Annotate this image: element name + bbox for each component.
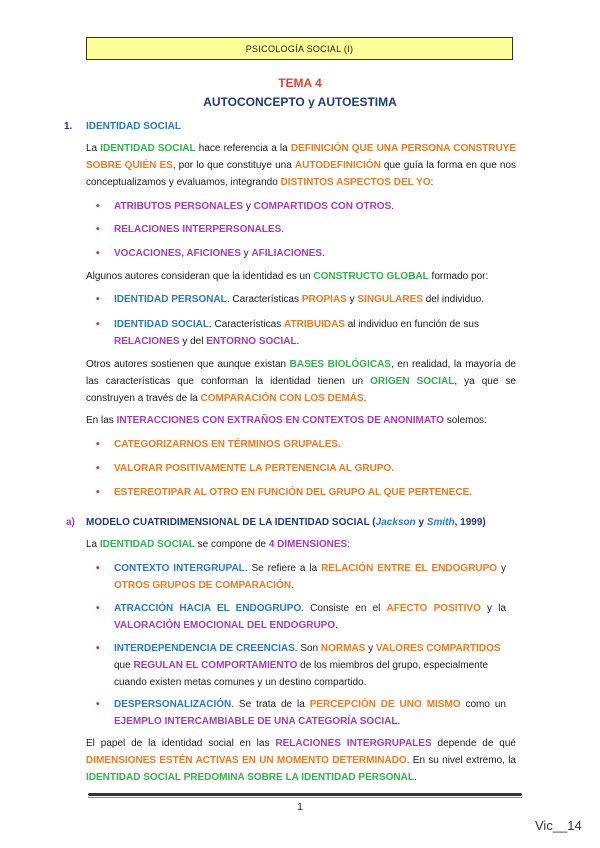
tema-label: TEMA 4 xyxy=(278,76,322,90)
bullet-icon: • xyxy=(96,463,100,474)
bullet-icon: • xyxy=(96,201,100,212)
paragraph-interactions: En las INTERACCIONES CON EXTRAÑOS EN CONTEXTOS DE ANONIMATO solemos: xyxy=(86,415,487,426)
page-title: AUTOCONCEPTO y AUTOESTIMA xyxy=(203,95,397,109)
watermark: Vic__14 xyxy=(535,818,582,833)
section-a-heading: MODELO CUATRIDIMENSIONAL DE LA IDENTIDAD SOCIAL (Jackson y Smith, 1999) xyxy=(86,517,486,528)
page-number: 1 xyxy=(297,802,303,813)
bullet-icon: • xyxy=(96,248,100,259)
list-item: ATRACCIÓN HACIA EL ENDOGRUPO. Consiste en el AFECTO POSITIVO y la VALORACIÓN EMOCIONAL DEL ENDOGRUPO. xyxy=(114,603,507,631)
list-item: ESTEREOTIPAR AL OTRO EN FUNCIÓN DEL GRUPO AL QUE PERTENECE. xyxy=(114,487,472,498)
paragraph-intergroup-relations: El papel de la identidad social en las RELACIONES INTERGRUPALES depende de qué DIMENSIONES ESTÉN ACTIVAS EN UN MOMENTO DETERMINADO. En su nivel extremo, la IDENTIDAD SOCIAL PREDOMINA SOBRE LA IDENTIDAD PERSONAL. xyxy=(86,738,516,783)
list-item: INTERDEPENDENCIA DE CREENCIAS. Son NORMAS y VALORES COMPARTIDOS que REGULAN EL COMPORTAMIENTO de los miembros del grupo, especialmente cuando existen metas comunes y un destino compartido. xyxy=(114,643,501,688)
bullet-icon: • xyxy=(96,643,100,654)
footer-divider xyxy=(88,793,522,796)
paragraph-four-dimensions: La IDENTIDAD SOCIAL se compone de 4 DIMENSIONES: xyxy=(86,539,350,550)
section-1-heading: IDENTIDAD SOCIAL xyxy=(86,121,181,132)
list-item: IDENTIDAD SOCIAL. Características ATRIBUIDAS al individuo en función de sus RELACIONES y del ENTORNO SOCIAL. xyxy=(114,319,479,347)
paragraph-global-construct: Algunos autores consideran que la identidad es un CONSTRUCTO GLOBAL formado por: xyxy=(86,271,489,282)
paragraph-social-origin: Otros autores sostienen que aunque existan BASES BIOLÓGICAS, en realidad, la mayoría de las características que conforman la identidad tienen un ORIGEN SOCIAL, ya que se construyen a través de la COMPARACIÓN CON LOS DEMÁS. xyxy=(86,359,516,404)
bullet-icon: • xyxy=(96,319,100,330)
list-item: ATRIBUTOS PERSONALES y COMPARTIDOS CON OTROS. xyxy=(114,201,395,212)
section-a-letter: a) xyxy=(66,517,75,528)
bullet-icon: • xyxy=(96,699,100,710)
list-item: CATEGORIZARNOS EN TÉRMINOS GRUPALES. xyxy=(114,439,341,450)
footer-divider-shadow xyxy=(88,797,522,798)
header-text: PSICOLOGÍA SOCIAL (I) xyxy=(245,43,354,54)
bullet-icon: • xyxy=(96,224,100,235)
bullet-icon: • xyxy=(96,603,100,614)
list-item: CONTEXTO INTERGRUPAL. Se refiere a la RELACIÓN ENTRE EL ENDOGRUPO y OTROS GRUPOS DE COMPARACIÓN. xyxy=(114,563,507,591)
bullet-icon: • xyxy=(96,563,100,574)
list-item: VALORAR POSITIVAMENTE LA PERTENENCIA AL GRUPO. xyxy=(114,463,395,474)
list-item: DESPERSONALIZACIÓN. Se trata de la PERCEPCIÓN DE UNO MISMO como un EJEMPLO INTERCAMBIABLE DE UNA CATEGORÍA SOCIAL. xyxy=(114,699,506,727)
list-item: VOCACIONES, AFICIONES y AFILIACIONES. xyxy=(114,248,325,259)
section-1-number: 1. xyxy=(64,121,73,132)
list-item: RELACIONES INTERPERSONALES. xyxy=(114,224,285,235)
paragraph-identity-definition: La IDENTIDAD SOCIAL hace referencia a la DEFINICIÓN QUE UNA PERSONA CONSTRUYE SOBRE QUIÉN ES, por lo que constituye una AUTODEFINICIÓN que guía la forma en que nos conceptualizamos y evaluamos, integrando DISTINTOS ASPECTOS DEL YO: xyxy=(86,143,517,188)
bullet-icon: • xyxy=(96,487,100,498)
bullet-icon: • xyxy=(96,439,100,450)
list-item: IDENTIDAD PERSONAL. Características PROPIAS y SINGULARES del individuo. xyxy=(114,294,485,305)
document-header xyxy=(86,37,513,60)
bullet-icon: • xyxy=(96,294,100,305)
